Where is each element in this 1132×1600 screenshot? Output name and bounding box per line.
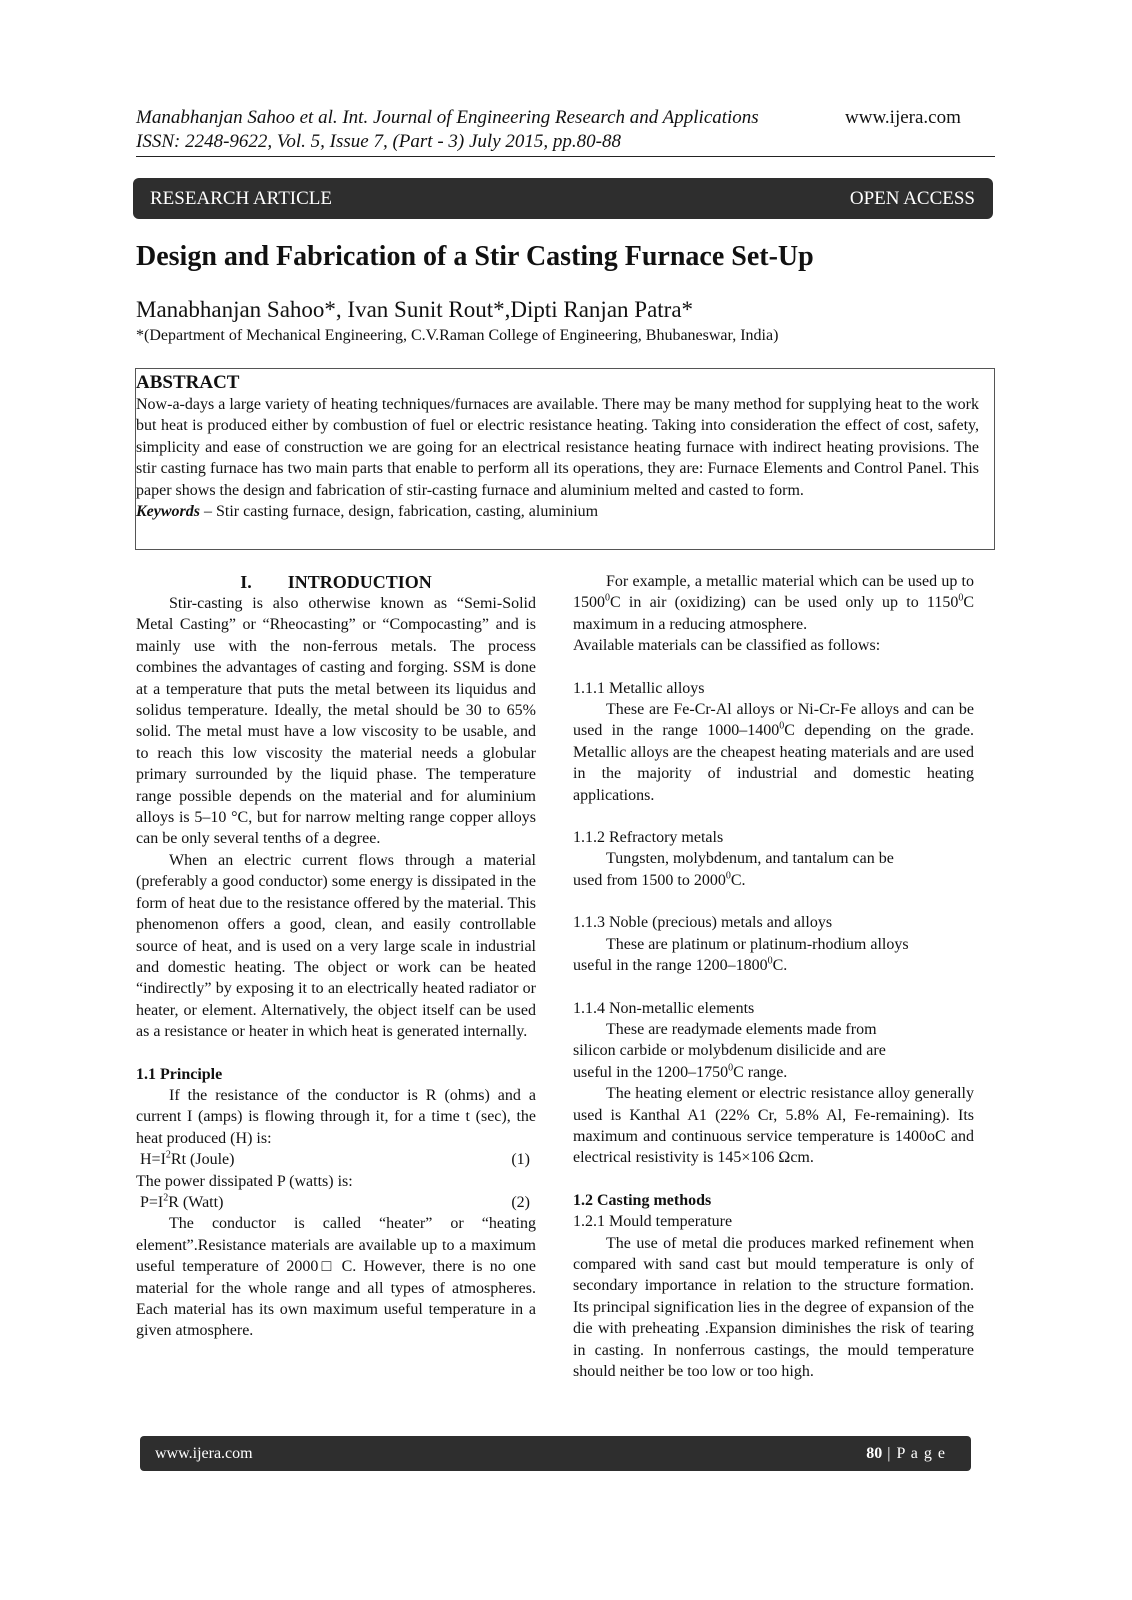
open-access-label: OPEN ACCESS [849,187,975,209]
journal-website[interactable]: www.ijera.com [845,107,961,128]
affiliation: *(Department of Mechanical Engineering, C.V.Raman College of Engineering, Bhubaneswar, India) [136,327,779,344]
keywords-label: Keywords [136,503,200,521]
article-type-banner [133,178,993,219]
section-title: INTRODUCTION [287,572,432,592]
subsection-heading-mould-temperature: 1.2.1 Mould temperature [573,1213,733,1231]
principle-paragraph-3: The conductor is called “heater” or “heating element”.Resistance materials are available up to a maximum useful temperature of 2000□ C. However, there is no one material for the whole range and all types of atmospheres. Each material has its own maximum useful temperature in a given atmosphere. [136,1215,536,1340]
research-article-label: RESEARCH ARTICLE [150,187,333,209]
journal-citation: Manabhanjan Sahoo et al. Int. Journal of Engineering Research and Applications [136,107,759,128]
subsection-heading-metallic-alloys: 1.1.1 Metallic alloys [573,679,705,697]
intro-paragraph-1: Stir-casting is also otherwise known as “Semi-Solid Metal Casting” or “Rheocasting” or “Compocasting” and is mainly use with the non-ferrous metals. The process combines the advantages of casting and forging. SSM is done at a temperature that puts the metal between its liquidus and solidus temperature. Ideally, the metal should be 30 to 65% solid. The metal must have a low viscosity to be usable, and to reach this low viscosity the material needs a globular primary surrounded by the liquid phase. The temperature range possible depends on the material and for aluminium alloys is 5–10 °C, but for narrow melting range copper alloys can be only several tenths of a degree. [136,595,536,848]
page-label: | P a g e [882,1444,946,1462]
principle-paragraph-1: If the resistance of the conductor is R (ohms) and a current I (amps) is flowing through it, for a time t (sec), the heat produced (H) is: [136,1086,536,1147]
abstract-box [135,368,995,550]
page-number-value: 80 [866,1444,883,1462]
section-heading-introduction [136,571,536,593]
right-column [573,571,974,1382]
principle-paragraph-2: The power dissipated P (watts) is: [136,1172,353,1190]
non-metallic-line-1: These are readymade elements made from [606,1020,877,1038]
subsection-heading-refractory-metals: 1.1.2 Refractory metals [573,829,724,847]
issn-line: ISSN: 2248-9622, Vol. 5, Issue 7, (Part - 3) July 2015, pp.80-88 [136,131,621,152]
page-number [866,1445,946,1463]
left-column [136,571,536,1342]
equation-1-body: $H=I^2Rt$ (Joule) [140,1149,235,1169]
intro-paragraph-2: When an electric current flows through a material (preferably a good conductor) some energy is dissipated in the form of heat due to the resistance offered by the material. This phenomenon offers a good, clean, and easily controllable source of heat, and is used on a very large scale in industrial and domestic heating. The object or work can be heated “indirectly” by exposing it to an electrically heated radiator or heater, or element. Alternatively, the object itself can be used as a resistance or heater in which heat is generated internally. [136,851,536,1041]
keywords-text: – Stir casting furnace, design, fabrication, casting, aluminium [200,503,599,521]
paper-title: Design and Fabrication of a Stir Casting Furnace Set-Up [136,241,814,272]
subsection-heading-noble-metals: 1.1.3 Noble (precious) metals and alloys [573,914,833,932]
abstract-text: Now-a-days a large variety of heating techniques/furnaces are available. There may be many method for supplying heat to the work but heat is produced either by combustion of fuel or electric resistance heating. Taking into consideration the effect of cost, safety, simplicity and ease of construction we are going for an electrical resistance heating furnace with indirect heating provisions. The stir casting furnace has two main parts that enable to perform all its operations, they are: Furnace Elements and Control Panel. This paper shows the design and fabrication of stir-casting furnace and aluminium melted and casted to form. [136,396,979,499]
equation-2 [136,1192,536,1213]
refractory-metals-line-1: Tungsten, molybdenum, and tantalum can be [606,850,894,868]
abstract-heading: ABSTRACT [136,372,240,393]
materials-classified-line: Available materials can be classified as follows: [573,637,881,655]
casting-methods-heading: 1.2 Casting methods [573,1191,712,1209]
kanthal-paragraph: The heating element or electric resistance alloy generally used is Kanthal A1 (22% Cr, 5.8% Al, Fe-remaining). Its maximum and continuous service temperature is 1400oC and electrical resistivity is 145×106 Ωcm. [573,1085,974,1167]
principle-heading: 1.1 Principle [136,1065,223,1083]
materials-intro-paragraph: For example, a metallic material which can be used up to 1500$^0$C in air (oxidizing) can be used only up to 1150$^0$C maximum in a reducing atmosphere. [573,573,974,633]
equation-2-number: (2) [511,1193,530,1211]
noble-metals-line-1: These are platinum or platinum-rhodium alloys [606,935,909,953]
non-metallic-line-3: useful in the 1200–1750$^0$C range. [573,1062,788,1081]
equation-2-body: $P=I^2R$ (Watt) [140,1192,224,1211]
noble-metals-line-2: useful in the range 1200–1800$^0$C. [573,955,788,975]
refractory-metals-line-2: used from 1500 to 2000$^0$C. [573,870,746,889]
equation-1 [136,1149,536,1170]
footer-website[interactable]: www.ijera.com [155,1444,253,1462]
author-list: Manabhanjan Sahoo*, Ivan Sunit Rout*,Dipti Ranjan Patra* [136,297,694,322]
non-metallic-line-2: silicon carbide or molybdenum disilicide and are [573,1042,886,1060]
page-footer [140,1436,971,1471]
mould-temperature-paragraph: The use of metal die produces marked refinement when compared with sand cast but mould temperature is only of secondary importance in relation to the structure formation. Its principal signification lies in the degree of expansion of the die with preheating .Expansion diminishes the risk of tearing in casting. In nonferrous castings, the mould temperature should neither be too low or too high. [573,1234,974,1380]
keywords-line [136,501,979,523]
subsection-heading-non-metallic: 1.1.4 Non-metallic elements [573,999,755,1017]
metallic-alloys-paragraph: These are Fe-Cr-Al alloys or Ni-Cr-Fe alloys and can be used in the range 1000–1400$^0$C depending on the grade. Metallic alloys are the cheapest heating materials and are used in the majority of industrial and domestic heating applications. [573,701,974,804]
header-rule [136,156,995,157]
section-number: I. [240,572,252,592]
equation-1-number: (1) [511,1151,530,1169]
